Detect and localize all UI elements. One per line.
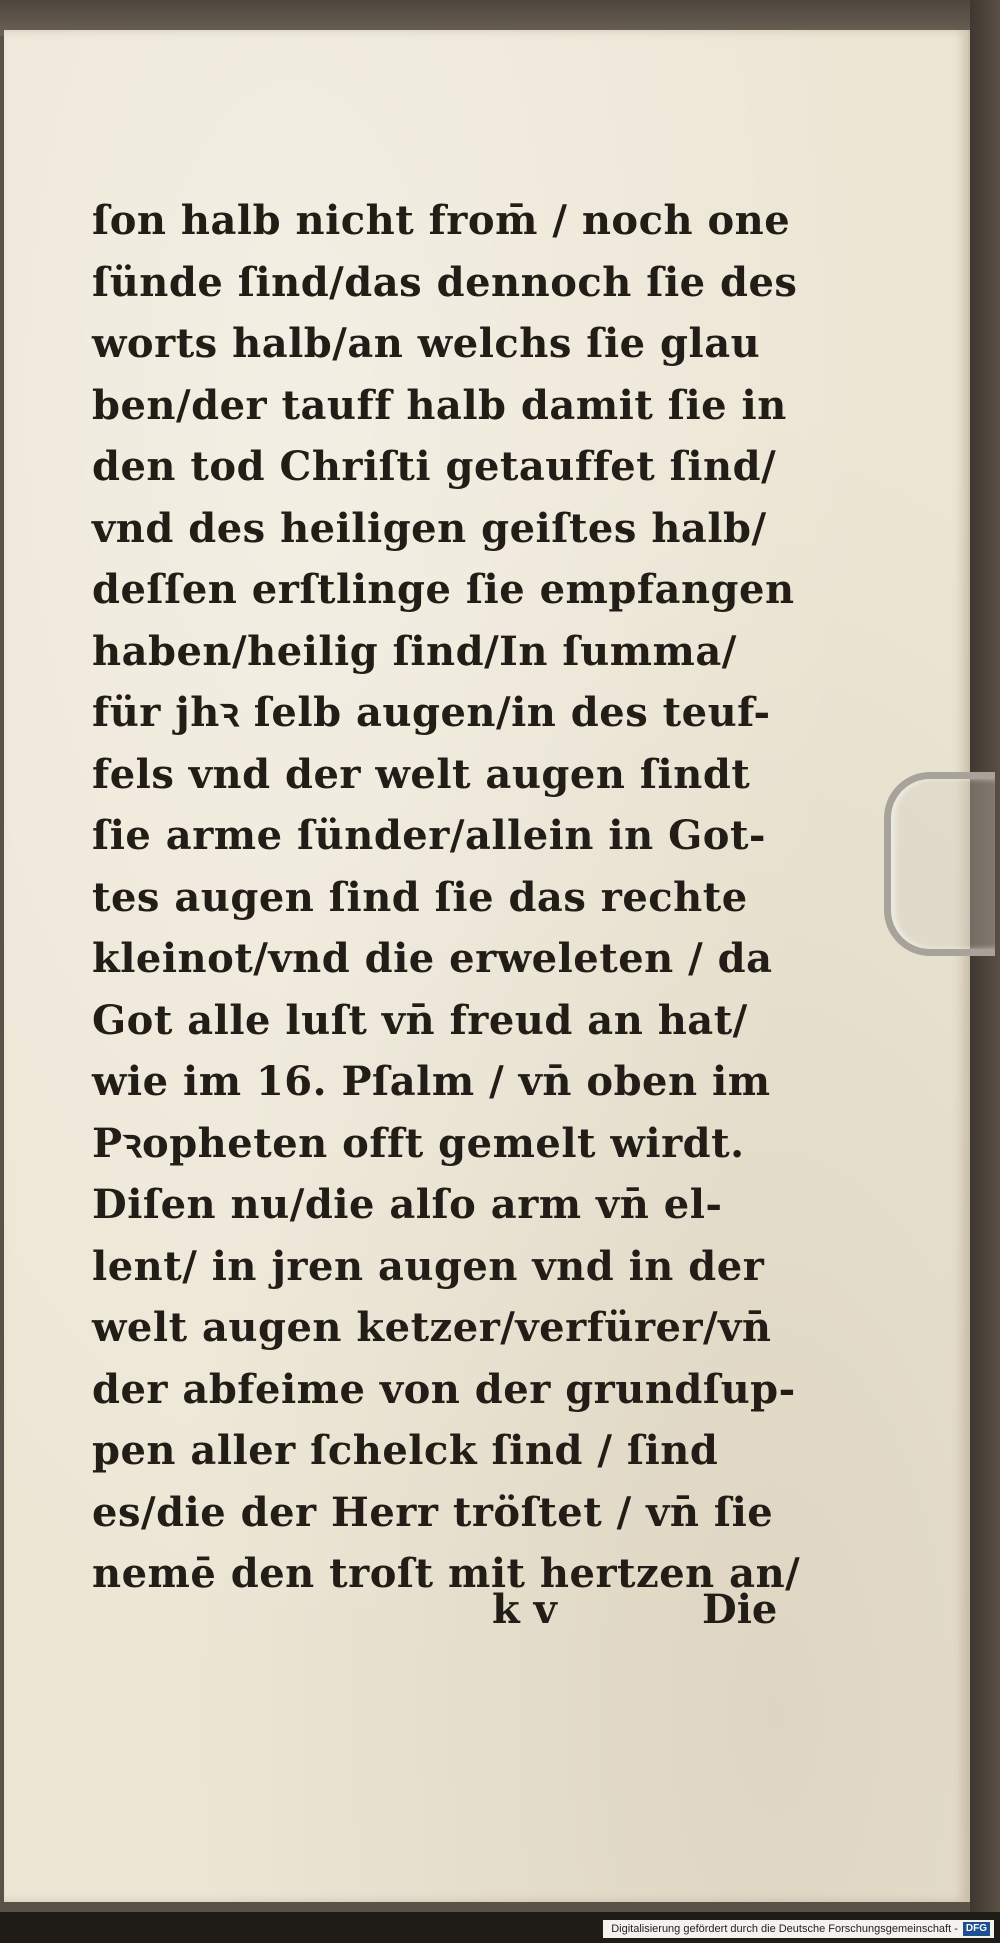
text-line: nemē den troſt mit hertzen an/ xyxy=(92,1550,801,1597)
text-line: ſon halb nicht from̄ / noch one xyxy=(92,197,791,244)
text-line: wie im 16. Pſalm / vn̄ oben im xyxy=(92,1058,771,1105)
text-line: pen aller ſchelck ſind / ſind xyxy=(92,1427,719,1474)
text-line: deſſen erſtlinge ſie empfangen xyxy=(92,566,795,613)
text-line: den tod Chriſti getauffet ſind/ xyxy=(92,443,777,490)
text-line: haben/heilig ſind/In ſumma/ xyxy=(92,627,737,675)
catchword: Die xyxy=(702,1586,778,1633)
dfg-logo: DFG xyxy=(963,1922,990,1936)
page-text xyxy=(92,190,812,1605)
funding-credit-text: Digitalisierung gefördert durch die Deutsche Forschungsgemeinschaft - xyxy=(611,1923,958,1935)
text-line: ſie arme ſünder/allein in Got- xyxy=(92,812,767,859)
text-line: tes augen ſind ſie das rechte xyxy=(92,873,748,921)
page-clip xyxy=(884,772,995,956)
book-page xyxy=(4,30,970,1902)
text-line: worts halb/an welchs ſie glau xyxy=(92,320,761,367)
text-line: welt augen ketzer/verfürer/vn̄ xyxy=(92,1304,772,1351)
text-line: es/die der Herr tröſtet / vn̄ ſie xyxy=(92,1488,774,1536)
text-line: für jhꝛ ſelb augen/in des teuf- xyxy=(92,689,771,736)
text-line: vnd des heiligen geiſtes halb/ xyxy=(92,504,767,552)
text-line: fels vnd der welt augen ſindt xyxy=(92,750,751,798)
text-line: Got alle luſt vn̄ freud an hat/ xyxy=(92,996,748,1044)
text-line: ben/der tauff halb damit ſie in xyxy=(92,381,787,429)
text-line: kleinot/vnd die erweleten / da xyxy=(92,935,773,982)
text-line: Pꝛopheten offt gemelt wirdt. xyxy=(92,1119,745,1167)
text-line: der abfeime von der grundſup- xyxy=(92,1365,796,1413)
text-line: Diſen nu/die alſo arm vn̄ el- xyxy=(92,1181,723,1228)
signature-mark: k v xyxy=(492,1586,557,1633)
funding-credit xyxy=(603,1920,994,1938)
book-binding-edge xyxy=(970,0,1000,1943)
text-line: lent/ in jren augen vnd in der xyxy=(92,1242,765,1290)
page-footer-line xyxy=(92,1580,812,1640)
text-line: ſünde ſind/das dennoch ſie des xyxy=(92,258,798,306)
